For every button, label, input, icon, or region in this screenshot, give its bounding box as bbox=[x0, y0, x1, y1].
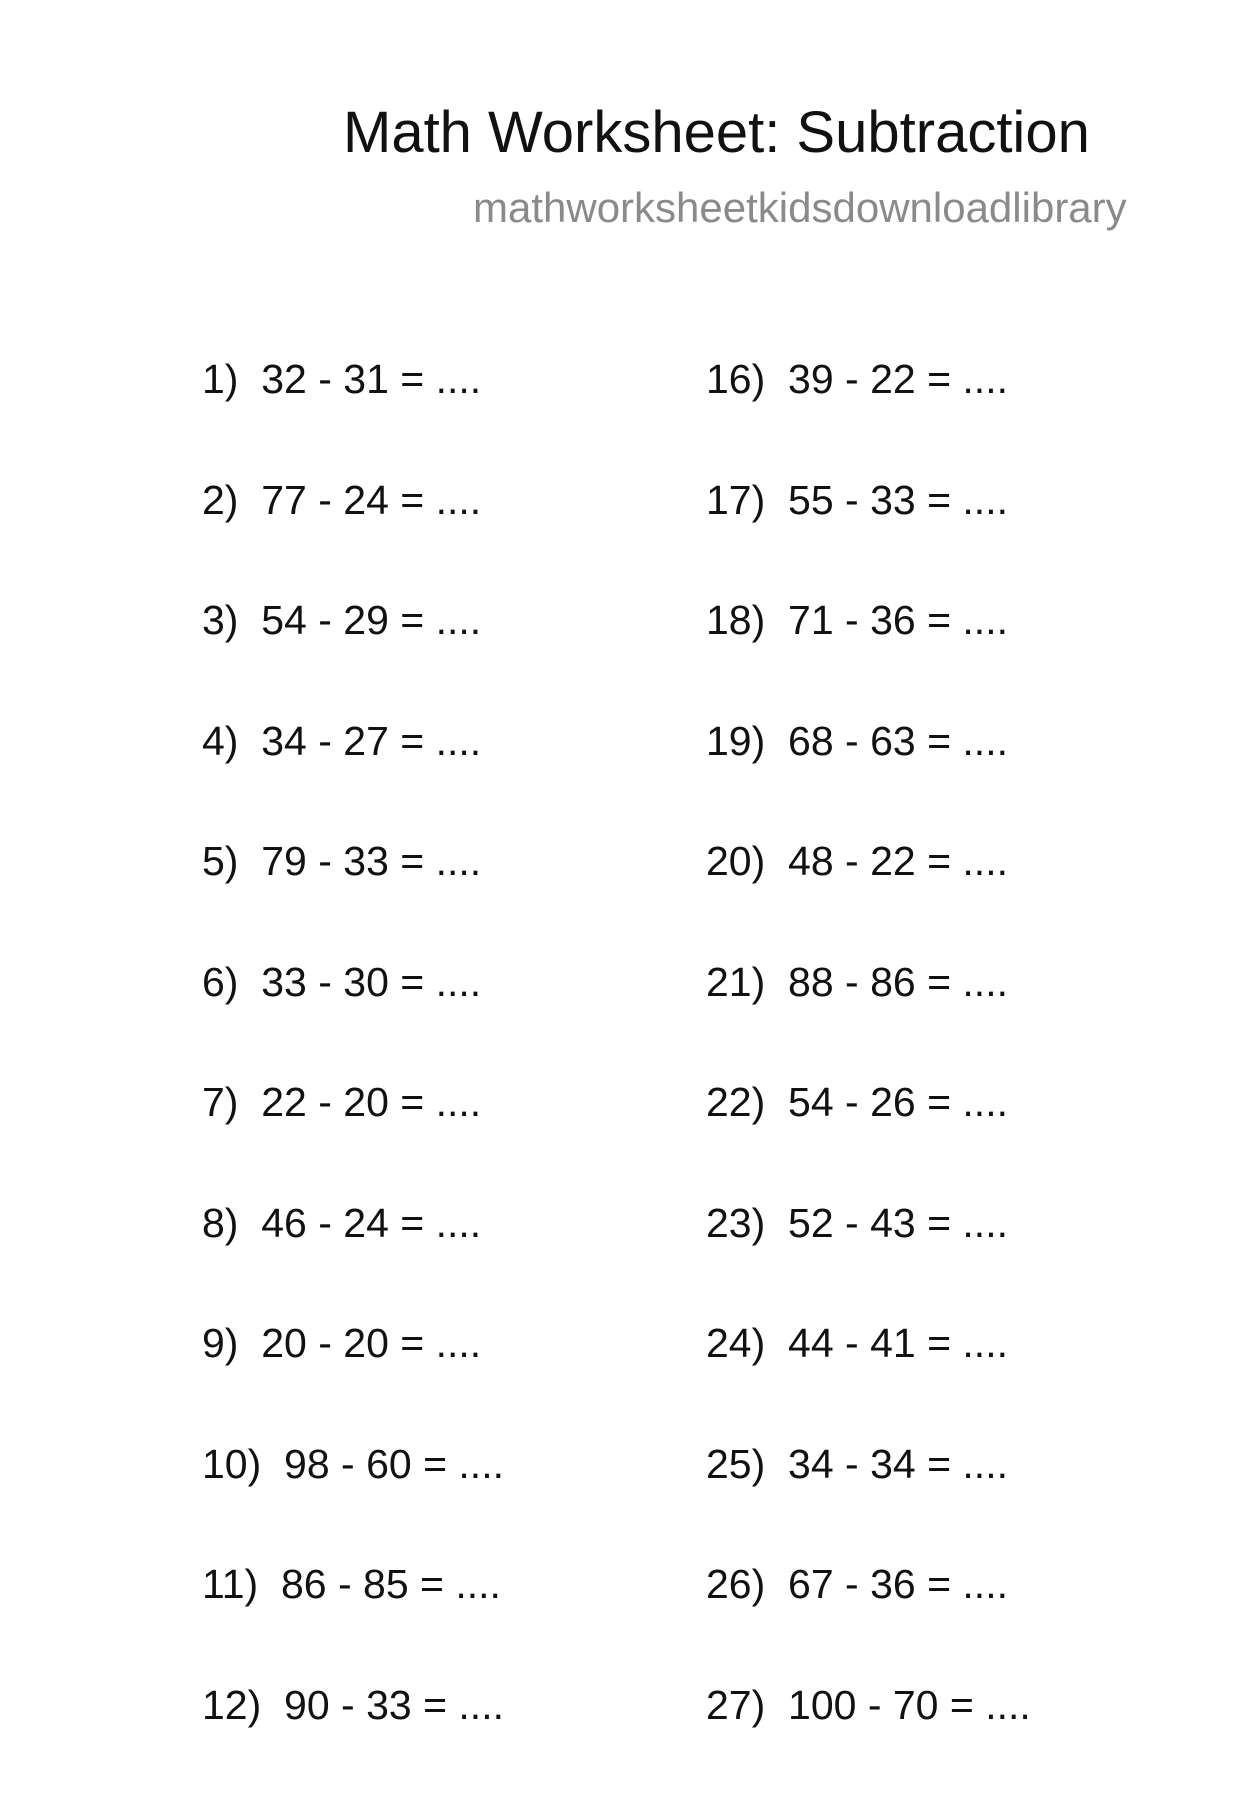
problem-item: 8) 46 - 24 = .... bbox=[202, 1193, 504, 1314]
problem-item: 20) 48 - 22 = .... bbox=[706, 831, 1031, 952]
site-watermark-text: mathworksheetkidsdownloadlibrary bbox=[473, 182, 1127, 234]
problem-item: 11) 86 - 85 = .... bbox=[202, 1554, 504, 1675]
problem-item: 18) 71 - 36 = .... bbox=[706, 590, 1031, 711]
problem-item: 25) 34 - 34 = .... bbox=[706, 1434, 1031, 1555]
problem-item: 22) 54 - 26 = .... bbox=[706, 1072, 1031, 1193]
problem-item: 23) 52 - 43 = .... bbox=[706, 1193, 1031, 1314]
problem-item: 17) 55 - 33 = .... bbox=[706, 470, 1031, 591]
problem-item: 4) 34 - 27 = .... bbox=[202, 711, 504, 832]
page-title: Math Worksheet: Subtraction bbox=[343, 98, 1090, 168]
problem-item: 7) 22 - 20 = .... bbox=[202, 1072, 504, 1193]
problem-column-right bbox=[706, 349, 1031, 1795]
problem-item: 16) 39 - 22 = .... bbox=[706, 349, 1031, 470]
problem-item: 9) 20 - 20 = .... bbox=[202, 1313, 504, 1434]
problem-item: 27) 100 - 70 = .... bbox=[706, 1675, 1031, 1795]
problem-item: 2) 77 - 24 = .... bbox=[202, 470, 504, 591]
problem-item: 21) 88 - 86 = .... bbox=[706, 952, 1031, 1073]
problem-item: 10) 98 - 60 = .... bbox=[202, 1434, 504, 1555]
problem-item: 5) 79 - 33 = .... bbox=[202, 831, 504, 952]
problem-item: 24) 44 - 41 = .... bbox=[706, 1313, 1031, 1434]
problem-item: 6) 33 - 30 = .... bbox=[202, 952, 504, 1073]
problem-item: 19) 68 - 63 = .... bbox=[706, 711, 1031, 832]
problem-item: 3) 54 - 29 = .... bbox=[202, 590, 504, 711]
problem-column-left bbox=[202, 349, 504, 1795]
problem-item: 12) 90 - 33 = .... bbox=[202, 1675, 504, 1795]
problem-item: 26) 67 - 36 = .... bbox=[706, 1554, 1031, 1675]
problem-item: 1) 32 - 31 = .... bbox=[202, 349, 504, 470]
